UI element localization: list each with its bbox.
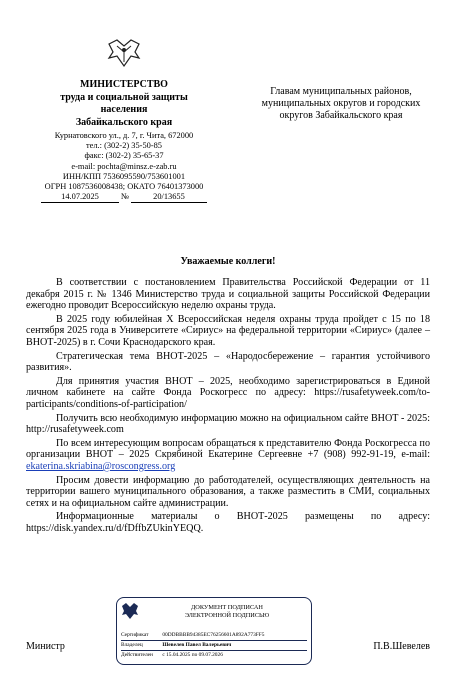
- sender-fax: факс: (302-2) 35-65-37: [84, 151, 164, 161]
- signatory-name: П.В.Шевелев: [373, 641, 430, 652]
- stamp-owner-label: Владелец: [121, 642, 143, 648]
- contact-email-link[interactable]: ekaterina.skriabina@roscongress.org: [26, 460, 176, 472]
- coat-of-arms-icon: [107, 38, 141, 68]
- registration-number-label: №: [121, 192, 129, 202]
- stamp-cert-row: [121, 632, 265, 639]
- paragraph-6-text: По всем интересующим вопросам обращаться к представителю Фонда Роскогресса по организации ВНОТ – 2025 Скрябиной Екатерине Сергеевне +7 (908) 992-91-19, e-mail:: [26, 437, 430, 461]
- sender-block: [20, 38, 228, 203]
- paragraph-7: Просим довести информацию до работодателей, осуществляющих деятельность на территории вашего муниципального образования, а также разместить в СМИ, социальных сетях и на официальном сайте администрации.: [26, 474, 430, 509]
- addressee-line1: Главам муниципальных районов,: [270, 86, 412, 97]
- addressee-line3: округов Забайкальского края: [279, 110, 403, 121]
- paragraph-2: В 2025 году юбилейная X Всероссийская неделя охраны труда пройдет с 15 по 18 сентября 2025 года в Университете «Сириус» на федеральной территории «Сириус» (далее – ВНОТ-2025) в г. Сочи Краснодарского края.: [26, 313, 430, 348]
- stamp-valid-value: с 15.04.2025 по 09.07.2026: [162, 652, 223, 658]
- paragraph-4: Для принятия участия ВНОТ – 2025, необходимо зарегистрироваться в Единой личном кабинете на сайте Фонда Роскогресс по адресу: https://rusafetyweek.com/to-participants/conditions-of-participation/: [26, 375, 430, 410]
- org-name-line4: Забайкальского края: [75, 116, 173, 128]
- stamp-divider: [121, 650, 307, 651]
- sender-email: e-mail: pochta@minsz.e-zab.ru: [71, 161, 177, 171]
- e-signature-stamp: [116, 597, 312, 665]
- signatory-position: Министр: [26, 641, 65, 652]
- paragraph-8: Информационные материалы о ВНОТ-2025 размещены по адресу: https://disk.yandex.ru/d/fDffbZUkinYEQQ.: [26, 511, 430, 534]
- sender-address: Курнатовского ул., д. 7, г. Чита, 672000: [54, 131, 194, 140]
- stamp-valid-label: Действителен: [121, 652, 153, 658]
- stamp-title: [145, 604, 309, 620]
- org-name-line3: населения: [100, 104, 148, 115]
- sender-inn: ИНН/КПП 7536095590/753601001: [62, 171, 186, 181]
- paragraph-1: В соответствии с постановлением Правительства Российской Федерации от 11 декабря 2015 г. № 1346 Министерство труда и социальной защиты Российской Федерации ежегодно проводит Всероссийскую неделю охраны труда.: [26, 277, 430, 312]
- stamp-title-line2: ЭЛЕКТРОННОЙ ПОДПИСЬЮ: [184, 612, 270, 619]
- stamp-cert-label: Сертификат: [121, 632, 149, 638]
- stamp-emblem-icon: [121, 602, 139, 620]
- stamp-owner-row: [121, 642, 231, 649]
- org-name-line2: труда и социальной защиты: [60, 91, 188, 103]
- stamp-owner-value: Шевелев Павел Валерьевич: [162, 642, 232, 648]
- paragraph-6: [26, 438, 430, 473]
- sender-phone: тел.: (302-2) 35-50-85: [86, 141, 162, 151]
- registration-line: [20, 192, 228, 203]
- stamp-divider: [121, 640, 307, 641]
- sender-ogrn: ОГРН 1087536008438; ОКАТО 76401373000: [44, 182, 204, 192]
- paragraph-3: Стратегическая тема ВНОТ-2025 – «Народосбережение – гарантия устойчивого развития».: [26, 350, 430, 374]
- stamp-title-line1: ДОКУМЕНТ ПОДПИСАН: [191, 604, 263, 611]
- paragraph-5: Получить всю необходимую информацию можно на официальном сайте ВНОТ - 2025: http://rusafetyweek.com: [26, 412, 430, 436]
- stamp-valid-row: [121, 652, 223, 659]
- addressee-line2: муниципальных округов и городских: [261, 98, 421, 109]
- registration-number: 20/13655: [131, 192, 207, 203]
- addressee-block: [236, 86, 446, 122]
- salutation: Уважаемые коллеги!: [180, 256, 276, 267]
- letter-body: [26, 277, 430, 536]
- stamp-cert-value: 00DDBBBB94385EC76256601A892A773FF5: [162, 632, 265, 638]
- org-name-line1: МИНИСТЕРСТВО: [80, 79, 168, 90]
- registration-date: 14.07.2025: [41, 192, 119, 203]
